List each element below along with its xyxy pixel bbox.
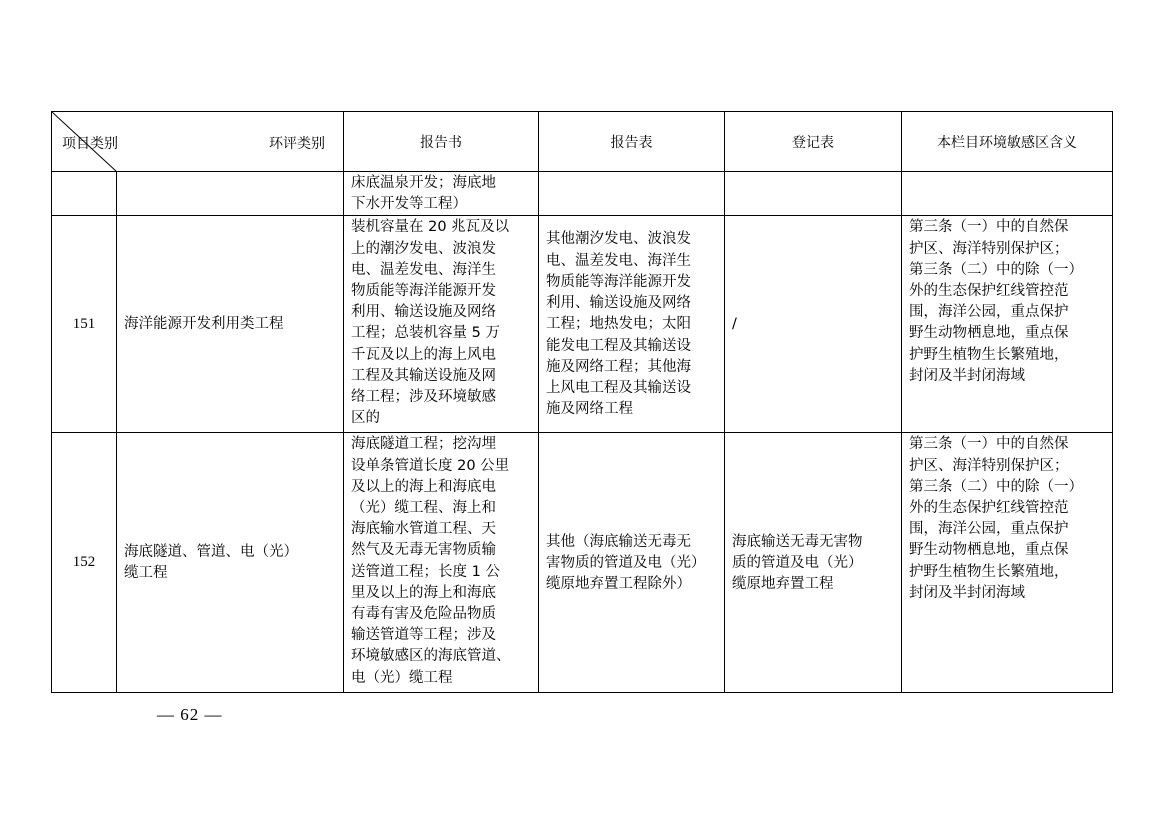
row-category-label: 项目类别 bbox=[62, 136, 118, 152]
registration-text: 海底输送无毒无害物 质的管道及电（光） 缆原地弃置工程 bbox=[732, 533, 863, 592]
col-header-report-form: 报告表 bbox=[539, 112, 725, 172]
report-form-cell bbox=[539, 172, 725, 216]
registration-cell bbox=[725, 433, 902, 693]
item-number: 152 bbox=[52, 433, 117, 693]
registration-cell bbox=[725, 216, 902, 433]
registration-cell bbox=[725, 172, 902, 216]
sensitive-area-cell bbox=[902, 433, 1113, 693]
report-book-text: 装机容量在 20 兆瓦及以 上的潮汐发电、波浪发 电、温差发电、海洋生 物质能等海洋能源开发 利用、输送设施及网络 工程；总装机容量 5 万 千瓦及以上的海上风电 工程及其输送设施及网 络工程；涉及环境敏感 区的 bbox=[351, 219, 510, 427]
sensitive-area-text: 第三条（一）中的自然保 护区、海洋特别保护区； 第三条（二）中的除（一） 外的生态保护红线管控范 围，海洋公园，重点保护 野生动物栖息地，重点保 护野生植物生长繁殖地， 封闭及半封闭海域 bbox=[909, 219, 1083, 384]
eia-classification-table bbox=[51, 111, 1113, 693]
report-book-cell bbox=[344, 172, 539, 216]
header-row bbox=[52, 112, 1113, 172]
sensitive-area-text: 第三条（一）中的自然保 护区、海洋特别保护区； 第三条（二）中的除（一） 外的生态保护红线管控范 围，海洋公园，重点保护 野生动物栖息地，重点保 护野生植物生长繁殖地， 封闭及半封闭海域 bbox=[909, 436, 1083, 601]
registration-text bbox=[725, 172, 901, 173]
column-category-label: 环评类别 bbox=[269, 136, 325, 152]
report-book-text: 海底隧道工程；挖沟埋 设单条管道长度 20 公里 及以上的海上和海底电 （光）缆工程、海上和 海底输水管道工程、天 然气及无毒无害物质输 送管道工程；长度 1 公 里及以上的海上和海底 有毒有害及危险品物质 输送管道等工程；涉及 环境敏感区的海底管道、 电（光）缆工程 bbox=[351, 436, 511, 686]
report-form-cell bbox=[539, 216, 725, 433]
page-number: — 62 — bbox=[157, 705, 223, 724]
report-form-text bbox=[539, 172, 724, 173]
item-name-text: 海底隧道、管道、电（光） 缆工程 bbox=[124, 544, 298, 582]
report-form-text: 其他潮汐发电、波浪发 电、温差发电、海洋生 物质能等海洋能源开发 利用、输送设施及网络 工程；地热发电；太阳 能发电工程及其输送设 施及网络工程；其他海 上风电工程及其输送设 施及网络工程 bbox=[546, 231, 691, 418]
item-number bbox=[52, 172, 117, 216]
col-header-registration: 登记表 bbox=[725, 112, 902, 172]
table-row bbox=[52, 216, 1113, 433]
table-row bbox=[52, 433, 1113, 693]
report-book-cell bbox=[344, 433, 539, 693]
item-name bbox=[117, 433, 344, 693]
report-book-cell bbox=[344, 216, 539, 433]
col-header-sensitive-area: 本栏目环境敏感区含义 bbox=[902, 112, 1113, 172]
table-row bbox=[52, 172, 1113, 216]
report-form-cell bbox=[539, 433, 725, 693]
report-book-text: 床底温泉开发；海底地 下水开发等工程） bbox=[351, 175, 496, 213]
col-header-report-book: 报告书 bbox=[344, 112, 539, 172]
report-form-text: 其他（海底输送无毒无 害物质的管道及电（光） 缆原地弃置工程除外） bbox=[546, 533, 706, 592]
item-name-text: 海洋能源开发利用类工程 bbox=[124, 316, 284, 333]
sensitive-area-cell bbox=[902, 216, 1113, 433]
sensitive-area-cell bbox=[902, 172, 1113, 216]
diagonal-header-cell bbox=[52, 112, 344, 172]
item-name bbox=[117, 172, 344, 216]
registration-text: / bbox=[732, 316, 737, 333]
item-number: 151 bbox=[52, 216, 117, 433]
item-name-text bbox=[117, 193, 343, 194]
item-name bbox=[117, 216, 344, 433]
sensitive-area-text bbox=[902, 172, 1112, 173]
